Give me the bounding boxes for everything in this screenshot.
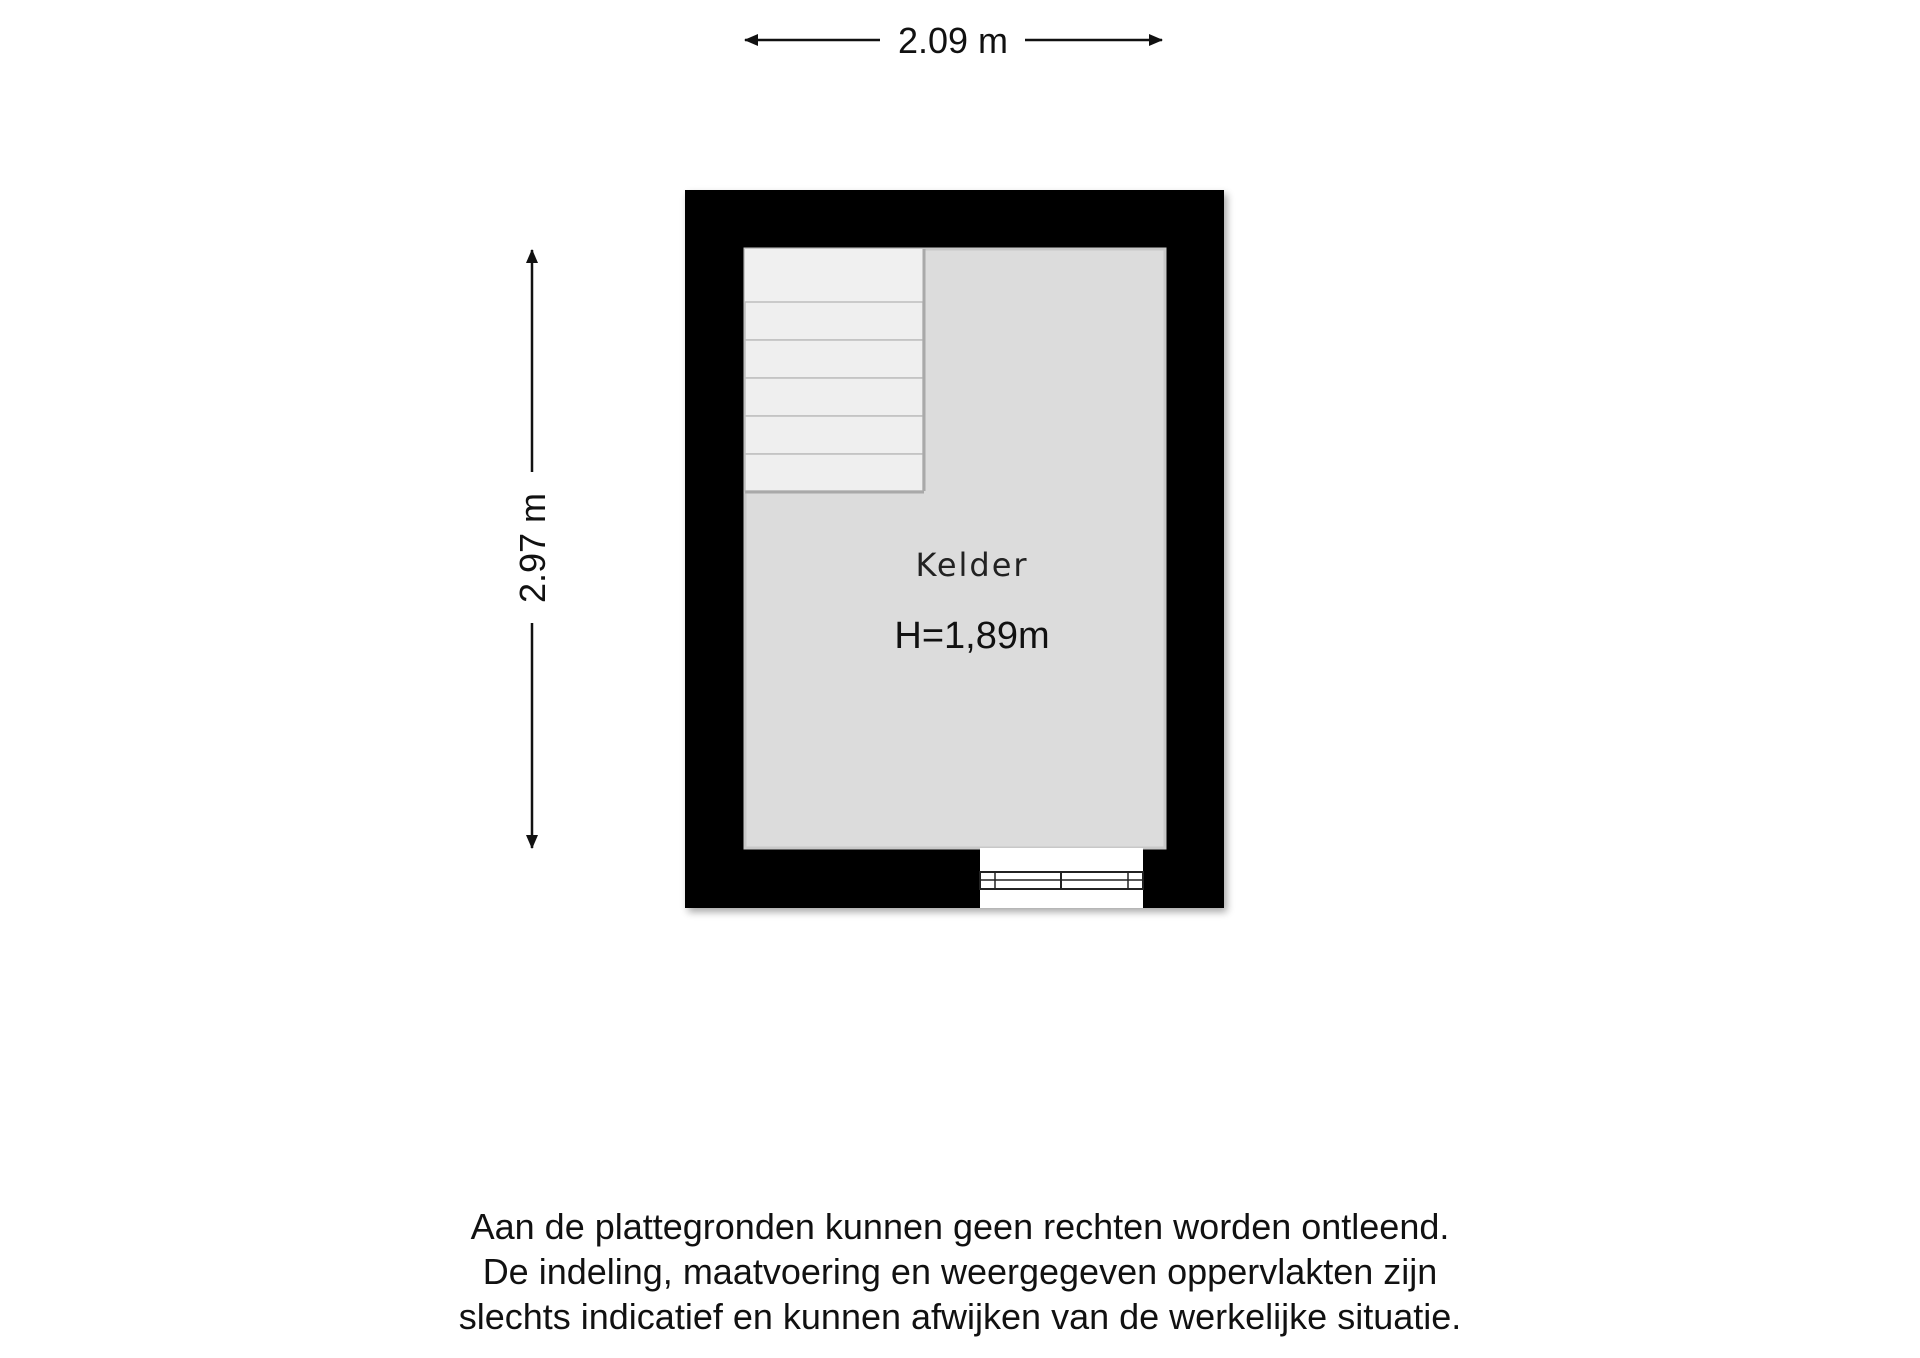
stair-step [745, 302, 923, 340]
disclaimer-line: De indeling, maatvoering en weergegeven oppervlakten zijn [482, 1251, 1438, 1292]
disclaimer [260, 1204, 1660, 1339]
width-dimension-label: 2.09 m [897, 20, 1009, 61]
room-name: Kelder [915, 546, 1029, 584]
depth-dimension-label: 2.97 m [512, 492, 553, 604]
disclaimer-line: Aan de plattegronden kunnen geen rechten worden ontleend. [470, 1206, 1450, 1247]
stairs-landing [745, 249, 923, 302]
depth-dimension [512, 250, 553, 848]
room-height: H=1,89m [894, 615, 1050, 657]
stair-step [745, 416, 923, 454]
width-dimension [745, 20, 1162, 61]
window [980, 848, 1143, 908]
stair-step [745, 340, 923, 378]
stair-step [745, 378, 923, 416]
staircase [745, 249, 924, 492]
disclaimer-line: slechts indicatief en kunnen afwijken van de werkelijke situatie. [458, 1296, 1462, 1337]
stair-step [745, 454, 923, 491]
